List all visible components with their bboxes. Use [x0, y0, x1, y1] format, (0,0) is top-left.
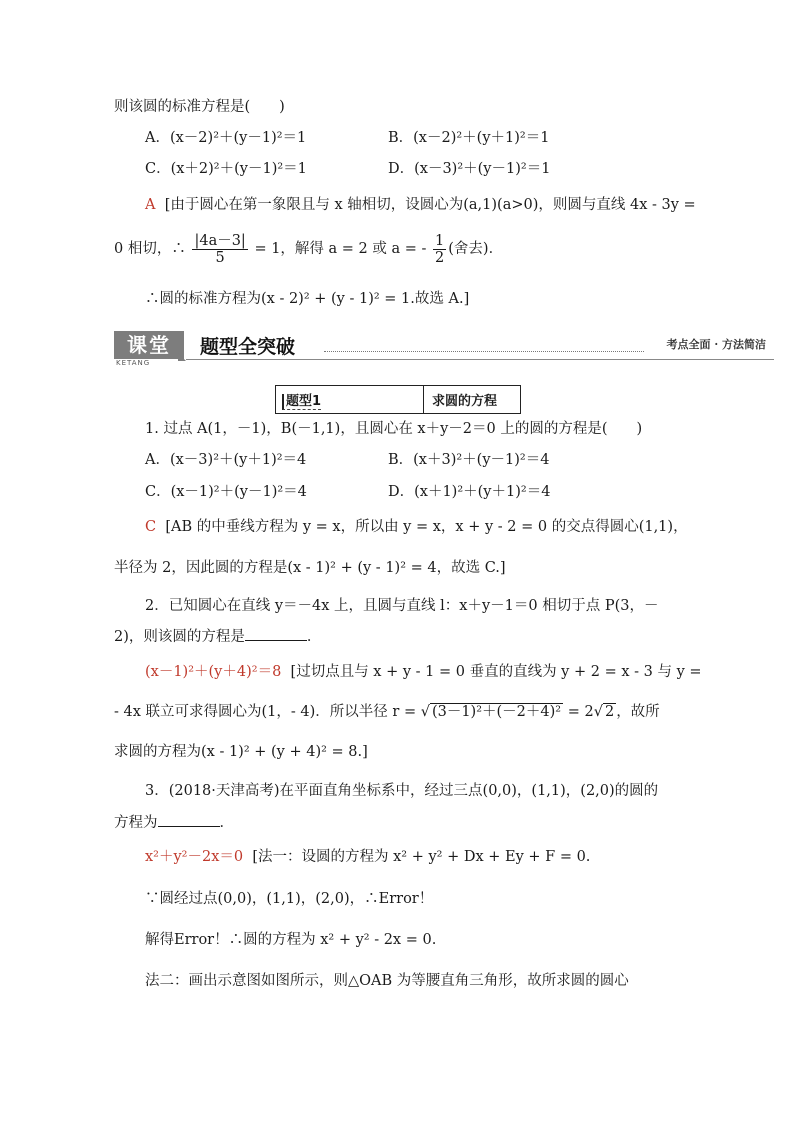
- q1-explanation-text: 半径为 2，因此圆的方程是(x - 1)² + (y - 1)² = 4，故选 C.]: [114, 560, 506, 576]
- explanation-line: [145, 195, 696, 215]
- fraction-denominator: 2: [435, 249, 445, 266]
- explanation-text: [由于圆心在第一象限且与 x 轴相切，设圆心为(a,1)(a>0)，则圆与直线 4x - 3y =: [164, 197, 696, 213]
- q2-explanation-line: [114, 702, 660, 722]
- topic-type-box: [275, 385, 521, 414]
- explanation-text: = 1，解得 a = 2 或 a = -: [254, 241, 427, 257]
- q2-explanation-text: [过切点且与 x + y - 1 = 0 垂直的直线为 y + 2 = x - 3 与 y =: [290, 664, 702, 680]
- topic-type-label: 题型1: [276, 386, 424, 413]
- q1-answer-letter: C: [145, 519, 157, 535]
- option-c: C．(x＋2)²＋(y－1)²＝1: [145, 161, 307, 177]
- q2-explanation-text: 求圆的方程为(x - 1)² + (y + 4)² = 8.]: [114, 744, 368, 760]
- q3-stem: 方程为 ．: [114, 812, 234, 833]
- section-badge-pinyin: KETANG: [116, 359, 151, 367]
- q1-option-a: A．(x－3)²＋(y＋1)²＝4: [145, 452, 307, 468]
- q1-explanation-text: [AB 的中垂线方程为 y = x，所以由 y = x，x + y - 2 = 0 的交点得圆心(1,1)，: [165, 519, 688, 535]
- q3-answer: x²＋y²－2x＝0: [145, 849, 244, 865]
- banner-rule: [186, 359, 774, 360]
- fraction: [192, 233, 247, 266]
- option-a: A．(x－2)²＋(y－1)²＝1: [145, 130, 307, 146]
- badge-corner-shape: [178, 353, 186, 361]
- question-stem: 则该圆的标准方程是( ): [114, 99, 285, 115]
- q2-explanation-text: - 4x 联立可求得圆心为(1，- 4)．所以半径 r =: [114, 704, 417, 720]
- explanation-text: 0 相切，∴: [114, 241, 186, 257]
- q3-explanation-text: 解得Error！∴圆的方程为 x² + y² - 2x = 0.: [145, 932, 437, 948]
- section-banner: [114, 331, 774, 367]
- sqrt-sign: √: [420, 704, 430, 720]
- answer-blank: [158, 812, 220, 827]
- option-d: D．(x－3)²＋(y－1)²＝1: [388, 161, 551, 177]
- fraction-numerator: |4a－3|: [194, 232, 246, 249]
- q1-explanation-line: [145, 517, 688, 537]
- explanation-text: (舍去)．: [448, 241, 504, 257]
- q1-option-b: B．(x＋3)²＋(y－1)²＝4: [388, 452, 550, 468]
- dotted-divider: [324, 351, 644, 352]
- sqrt-radicand: (3－1)²＋(－2＋4)²: [431, 704, 562, 720]
- q1-option-c: C．(x－1)²＋(y－1)²＝4: [145, 484, 307, 500]
- q2-explanation-line: [145, 662, 702, 682]
- answer-letter: A: [145, 197, 156, 213]
- q3-explanation-text: 法二：画出示意图如图所示，则△OAB 为等腰直角三角形，故所求圆的圆心: [145, 973, 629, 989]
- section-badge: 课堂: [114, 331, 184, 359]
- q1-stem: 1. 过点 A(1，－1)，B(－1,1)，且圆心在 x＋y－2＝0 上的圆的方程是( ): [145, 421, 643, 437]
- option-b: B．(x－2)²＋(y＋1)²＝1: [388, 130, 550, 146]
- q2-stem: 2)，则该圆的方程是 ．: [114, 626, 321, 647]
- q3-explanation-line: [145, 847, 590, 867]
- sqrt-radicand: 2: [604, 704, 615, 720]
- q3-stem: 3．(2018·天津高考)在平面直角坐标系中，经过三点(0,0)，(1,1)，(2,0)的圆的: [145, 783, 659, 799]
- topic-type-title: 求圆的方程: [432, 394, 498, 409]
- explanation-conclusion: ∴圆的标准方程为(x - 2)² + (y - 1)² = 1.故选 A.]: [145, 291, 470, 307]
- q2-answer: (x－1)²＋(y＋4)²＝8: [145, 664, 282, 680]
- q2-stem: 2．已知圆心在直线 y＝－4x 上，且圆与直线 l：x＋y－1＝0 相切于点 P(3，－: [145, 598, 659, 614]
- section-motto: 考点全面 · 方法简洁: [666, 338, 766, 351]
- fraction-denominator: 5: [215, 249, 225, 266]
- fraction-numerator: 1: [435, 232, 445, 249]
- answer-blank: [245, 626, 307, 641]
- q3-explanation-text: [法一：设圆的方程为 x² + y² + Dx + Ey + F = 0.: [252, 849, 591, 865]
- q1-option-d: D．(x＋1)²＋(y＋1)²＝4: [388, 484, 551, 500]
- fraction: [433, 233, 446, 266]
- explanation-line: [114, 232, 503, 266]
- section-title: 题型全突破: [200, 336, 296, 358]
- q2-explanation-text: ，故所: [616, 704, 660, 720]
- q3-explanation-text: ∵圆经过点(0,0)，(1,1)，(2,0)，∴Error！: [145, 891, 434, 907]
- sqrt-sign: √: [593, 704, 603, 720]
- q2-explanation-text: = 2: [567, 704, 594, 720]
